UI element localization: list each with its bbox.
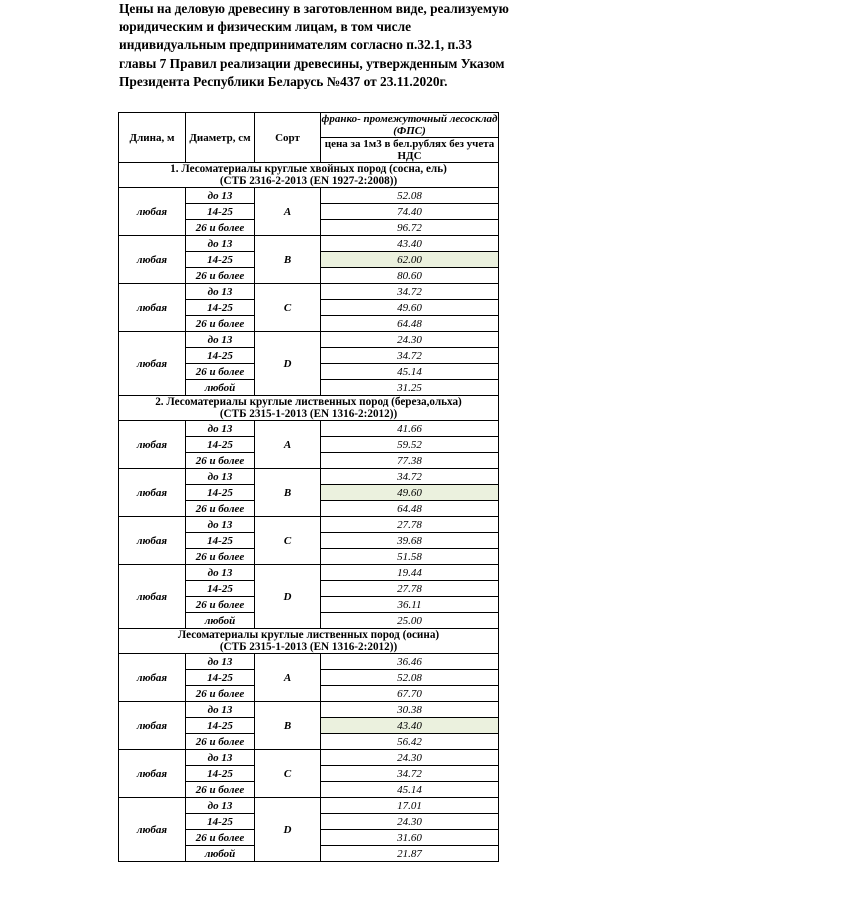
header-price: цена за 1м3 в бел.рублях без учета НДС [321,138,499,163]
diameter-cell: до 13 [186,750,255,766]
grade-cell: C [255,284,321,332]
diameter-cell: 14-25 [186,766,255,782]
diameter-cell: 14-25 [186,348,255,364]
length-cell: любая [119,332,186,396]
price-cell: 27.78 [321,517,499,533]
grade-cell: A [255,188,321,236]
diameter-cell: 14-25 [186,437,255,453]
table-row [119,188,499,204]
grade-cell: C [255,750,321,798]
price-cell: 24.30 [321,814,499,830]
price-cell: 96.72 [321,220,499,236]
table-row [119,284,499,300]
diameter-cell: 26 и более [186,734,255,750]
diameter-cell: до 13 [186,702,255,718]
diameter-cell: 26 и более [186,268,255,284]
diameter-cell: до 13 [186,332,255,348]
section-title [119,629,499,654]
table-row [119,421,499,437]
section-header-row [119,163,499,188]
price-cell: 27.78 [321,581,499,597]
table-row [119,798,499,814]
grade-cell: A [255,421,321,469]
price-cell: 43.40 [321,236,499,252]
price-cell: 24.30 [321,750,499,766]
price-cell: 77.38 [321,453,499,469]
diameter-cell: 26 и более [186,830,255,846]
section-title [119,163,499,188]
length-cell: любая [119,798,186,862]
table-row [119,469,499,485]
diameter-cell: 26 и более [186,686,255,702]
price-cell: 49.60 [321,485,499,501]
header-length: Длина, м [119,113,186,163]
diameter-cell: 14-25 [186,814,255,830]
grade-cell: D [255,798,321,862]
diameter-cell: 14-25 [186,204,255,220]
price-cell: 80.60 [321,268,499,284]
price-cell: 67.70 [321,686,499,702]
length-cell: любая [119,421,186,469]
price-cell: 39.68 [321,533,499,549]
diameter-cell: любой [186,846,255,862]
diameter-cell: любой [186,613,255,629]
diameter-cell: 14-25 [186,252,255,268]
price-cell: 52.08 [321,670,499,686]
diameter-cell: любой [186,380,255,396]
section-header-row [119,629,499,654]
price-cell: 34.72 [321,469,499,485]
price-cell: 24.30 [321,332,499,348]
diameter-cell: до 13 [186,421,255,437]
length-cell: любая [119,188,186,236]
price-cell: 21.87 [321,846,499,862]
price-cell: 31.60 [321,830,499,846]
section-standard: (СТБ 2315-1-2013 (EN 1316-2:2012)) [219,641,398,653]
diameter-cell: до 13 [186,565,255,581]
section-header-row [119,396,499,421]
length-cell: любая [119,565,186,629]
price-table [118,112,499,862]
price-cell: 52.08 [321,188,499,204]
table-row [119,654,499,670]
diameter-cell: 26 и более [186,597,255,613]
grade-cell: D [255,565,321,629]
section-name: Лесоматериалы круглые лиственных пород (осина) [177,629,440,641]
table-row [119,517,499,533]
price-cell: 59.52 [321,437,499,453]
diameter-cell: 26 и более [186,453,255,469]
length-cell: любая [119,517,186,565]
header-fps: франко- промежуточный лесосклад (ФПС) [321,113,498,137]
header-diameter: Диаметр, см [186,113,255,163]
length-cell: любая [119,236,186,284]
price-cell: 49.60 [321,300,499,316]
section-standard: (СТБ 2315-1-2013 (EN 1316-2:2012)) [219,408,398,420]
grade-cell: B [255,469,321,517]
diameter-cell: до 13 [186,236,255,252]
length-cell: любая [119,284,186,332]
section-name: 1. Лесоматериалы круглые хвойных пород (сосна, ель) [170,163,447,175]
diameter-cell: до 13 [186,798,255,814]
length-cell: любая [119,702,186,750]
section-standard: (СТБ 2316-2-2013 (EN 1927-2:2008)) [219,175,398,187]
price-cell: 30.38 [321,702,499,718]
length-cell: любая [119,654,186,702]
section-name: 2. Лесоматериалы круглые лиственных пород (береза,ольха) [155,396,462,408]
diameter-cell: до 13 [186,284,255,300]
section-title [119,396,499,421]
price-cell: 74.40 [321,204,499,220]
table-row [119,236,499,252]
header-grade: Сорт [255,113,321,163]
price-cell: 34.72 [321,284,499,300]
price-cell: 19.44 [321,565,499,581]
diameter-cell: 14-25 [186,300,255,316]
price-cell: 56.42 [321,734,499,750]
price-cell: 62.00 [321,252,499,268]
diameter-cell: 14-25 [186,670,255,686]
price-cell: 34.72 [321,348,499,364]
header-row [119,113,499,138]
length-cell: любая [119,469,186,517]
grade-cell: C [255,517,321,565]
diameter-cell: 14-25 [186,533,255,549]
price-cell: 43.40 [321,718,499,734]
diameter-cell: 26 и более [186,549,255,565]
price-cell: 51.58 [321,549,499,565]
table-row [119,702,499,718]
price-cell: 36.46 [321,654,499,670]
diameter-cell: 14-25 [186,581,255,597]
price-cell: 41.66 [321,421,499,437]
diameter-cell: 14-25 [186,718,255,734]
grade-cell: B [255,702,321,750]
diameter-cell: 26 и более [186,364,255,380]
price-cell: 25.00 [321,613,499,629]
price-cell: 34.72 [321,766,499,782]
price-cell: 36.11 [321,597,499,613]
diameter-cell: до 13 [186,654,255,670]
price-table-body [119,113,499,862]
table-row [119,332,499,348]
price-cell: 45.14 [321,364,499,380]
length-cell: любая [119,750,186,798]
table-row [119,750,499,766]
diameter-cell: 26 и более [186,220,255,236]
grade-cell: B [255,236,321,284]
table-row [119,565,499,581]
page-title: Цены на деловую древесину в заготовленном виде, реализуемую юридическим и физическим лицам, в том числе индивидуальным предпринимателям согласно п.32.1, п.33 главы 7 Правил реализации древесины, утвержденным Указом Президента Республики Беларусь №437 от 23.11.2020г. [119,1,509,89]
diameter-cell: до 13 [186,517,255,533]
price-cell: 64.48 [321,316,499,332]
price-cell: 64.48 [321,501,499,517]
grade-cell: D [255,332,321,396]
price-cell: 45.14 [321,782,499,798]
diameter-cell: 26 и более [186,782,255,798]
diameter-cell: 14-25 [186,485,255,501]
diameter-cell: до 13 [186,469,255,485]
price-cell: 31.25 [321,380,499,396]
diameter-cell: до 13 [186,188,255,204]
grade-cell: A [255,654,321,702]
price-cell: 17.01 [321,798,499,814]
diameter-cell: 26 и более [186,501,255,517]
diameter-cell: 26 и более [186,316,255,332]
